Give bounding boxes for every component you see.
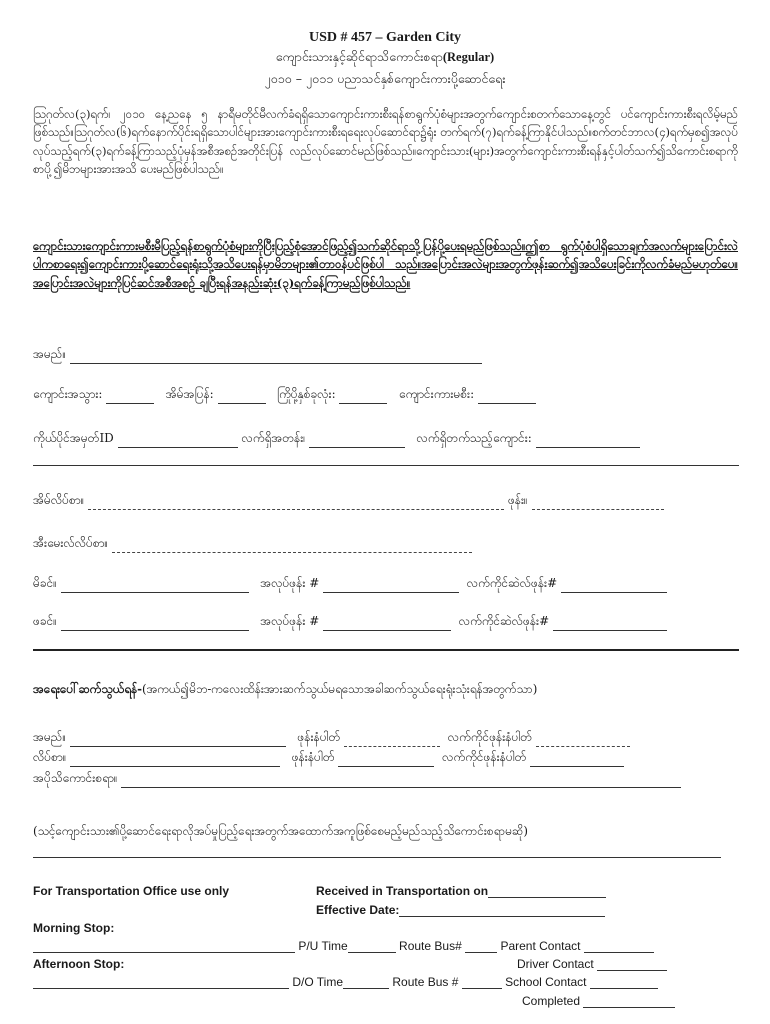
form-subtitle <box>0 49 770 68</box>
father-work-phone-label: အလုပ်ဖုန်း # <box>260 614 320 628</box>
morning-stop-row <box>33 939 654 953</box>
completed-row <box>522 994 675 1008</box>
to-school-label: ကျောင်းအသွား: <box>33 387 103 401</box>
section-divider-thick <box>33 649 739 651</box>
morning-stop-field[interactable] <box>33 940 295 953</box>
mother-work-phone-field[interactable] <box>323 580 459 593</box>
form-subtitle-en: (Regular) <box>442 50 495 64</box>
emergency-phone-field-2[interactable] <box>338 754 434 767</box>
emergency-note: (အကယ်၍မိဘ-ကလေးထိန်းအားဆက်သွယ်မရသောအခါဆက်သွယ်ရေးရုံးသုံးရန်အတွက်သာ) <box>142 682 538 696</box>
other-info-label: အပိုသိကောင်းစရာ။ <box>33 771 118 785</box>
emergency-phone-label: ဖုန်းနံပါတ် <box>297 730 341 744</box>
completed-field[interactable] <box>583 995 675 1008</box>
student-id-field[interactable] <box>118 435 238 448</box>
morning-stop-label: Morning Stop: <box>33 921 115 935</box>
home-phone-label: ဖုန်း။ <box>507 493 528 507</box>
student-name-field[interactable] <box>70 351 482 364</box>
notes-field[interactable] <box>33 857 721 858</box>
emergency-heading <box>33 681 537 699</box>
student-id-label: ကိုယ်ပိုင်အမှတ်ID <box>33 431 114 445</box>
mother-cell-label: လက်ကိုင်ဆဲလ်ဖုန်း# <box>466 576 558 590</box>
emergency-name-row <box>33 729 630 747</box>
to-school-field[interactable] <box>106 391 154 404</box>
received-row <box>316 884 606 898</box>
parent-contact-field[interactable] <box>584 940 654 953</box>
current-school-field[interactable] <box>536 435 640 448</box>
form-subtitle-mm: ကျောင်းသားနှင့်ဆိုင်ရာသိကောင်းစရာ <box>275 49 443 64</box>
school-contact-field[interactable] <box>590 976 658 989</box>
emergency-address-label: လိပ်စာ။ <box>33 750 67 764</box>
driver-contact-row <box>517 957 667 971</box>
form-title: USD # 457 – Garden City <box>308 30 462 45</box>
emergency-cell-field-2[interactable] <box>530 754 624 767</box>
emergency-address-field[interactable] <box>70 754 280 767</box>
emergency-name-field[interactable] <box>70 734 286 747</box>
received-label: Received in Transportation on <box>316 884 489 898</box>
father-label: ဖခင်။ <box>33 614 57 628</box>
to-home-label: အိမ်အပြန်: <box>165 387 214 401</box>
effective-field[interactable] <box>399 904 605 917</box>
emergency-phone-field[interactable] <box>344 734 440 747</box>
afternoon-stop-field[interactable] <box>33 976 289 989</box>
do-time-label: D/O Time <box>292 975 344 989</box>
home-address-label: အိမ်လိပ်စာ။ <box>33 493 85 507</box>
received-field[interactable] <box>488 885 606 898</box>
driver-contact-field[interactable] <box>597 958 667 971</box>
driver-contact-label: Driver Contact <box>517 957 594 971</box>
home-address-field[interactable] <box>88 497 504 510</box>
school-contact-label: School Contact <box>505 975 587 989</box>
afternoon-stop-row <box>33 975 658 989</box>
mother-label: မိခင်။ <box>33 576 57 590</box>
father-name-field[interactable] <box>61 618 249 631</box>
emergency-name-label: အမည်။ <box>33 730 67 744</box>
route-bus-label-2: Route Bus # <box>392 975 459 989</box>
school-year-line: ၂၀၁၀ – ၂၀၁၁ ပညာသင်နှစ်ကျောင်းကားပို့ဆောင်ရေး <box>264 71 506 86</box>
emergency-cell-label-2: လက်ကိုင်ဖုန်းနံပါတ် <box>442 750 527 764</box>
notes-prompt: (သင့်ကျောင်းသား၏ပို့ဆောင်ရေးရာလိုအပ်မှုပြည့်ရေးအတွက်အထောက်အကူဖြစ်စေမည့်မည်သည့်သိကောင်းစရာမဆို) <box>33 824 528 838</box>
father-cell-label: လက်ကိုင်ဆဲလ်ဖုန်း# <box>458 614 550 628</box>
route-bus-label-1: Route Bus# <box>399 939 462 953</box>
father-work-phone-field[interactable] <box>323 618 451 631</box>
route-bus-field-1[interactable] <box>465 940 497 953</box>
both-ways-label: ကြိုပို့နှစ်ခုလုံး: <box>277 387 336 401</box>
student-name-row <box>33 346 482 364</box>
mother-work-phone-label: အလုပ်ဖုန်း # <box>260 576 320 590</box>
email-row <box>33 535 472 553</box>
father-cell-field[interactable] <box>553 618 667 631</box>
notice-paragraph: ကျောင်းသားကျောင်းကားမစီးမီပြည့်ရန်စာရွက်ပုံစံများကိုပြီးပြည့်စုံအောင်ဖြည့်၍သက်ဆိုင်ရာသို့ပြန်ပို့ပေးရမည်ဖြစ်သည်။ဤစာ ရွက်ပုံစံပါရှိသောချက်အလက်များပြောင်းလဲပါကစာရေး၍ကျောင်းကားပို့ဆောင်ရေးရုံးသို့အသိပေးရန်မှာမိဘများ၏တာဝန်ပင်ဖြစ်ပါ သည်။အပြောင်းအလဲများအတွက်ဖုန်းဆက်၍အသိပေးခြင်းကိုလက်ခံမည်မဟုတ်ပေ။အပြောင်းအလဲများကိုပြင်ဆင်အစီအစဉ် ချပြီးရန်အနည်းဆုံး(၃)ရက်ခန့်ကြာမည်ဖြစ်ပါသည်။ <box>33 239 738 290</box>
intro-paragraph: ဩဂုတ်လ(၃)ရက်၊ ၂၀၁၀ နေ့ညနေ ၅ နာရီမတိုင်မီလက်ခံရရှိသောကျောင်းကားစီးရန်စာရွက်ပုံစံများအတွက်ကျောင်းစတက်သောနေ့တွင် ပင်ကျောင်းကားစီးရလိမ့်မည်ဖြစ်သည်။ဩဂုတ်လ(၆)ရက်နောက်ပိုင်းရရှိသောပါင်များအားကျောင်းကားစီးရရေးလုပ်ဆောင်ရာ၌ရုံး တက်ရက်(၇)ရက်ခန့်ကြာနိုင်ပါသည်။စက်တင်ဘာလ(၄)ရက်မှစ၍အလုပ်လုပ်သည့်ရက်(၃)ရက်ခန့်ကြာသည့်ပုံမှန်အစီအစဉ်အတိုင်းပြန် လည်လုပ်ဆောင်မည်ဖြစ်သည်။ကျောင်းသား(များ)အတွက်ကျောင်းကားစီးရန်နှင့်ပါတ်သက်၍သိကောင်းစရာကိုစာပို့၍မိဘများအားအသိ ပေးမည်ဖြစ်ပါသည်။ <box>33 107 738 177</box>
service-type-row <box>33 386 536 404</box>
grade-field[interactable] <box>309 435 405 448</box>
mother-name-field[interactable] <box>61 580 249 593</box>
grade-label: လက်ရှိအတန်း၊ <box>241 431 306 445</box>
emergency-cell-field[interactable] <box>536 734 630 747</box>
home-phone-field[interactable] <box>532 497 664 510</box>
father-row <box>33 613 667 631</box>
section-divider <box>33 465 739 466</box>
both-ways-field[interactable] <box>339 391 387 404</box>
student-name-label: အမည်။ <box>33 347 67 361</box>
mother-cell-field[interactable] <box>561 580 667 593</box>
emergency-title: အရေးပေါ်ဆက်သွယ်ရန်- <box>33 682 143 696</box>
office-use-only: For Transportation Office use only <box>33 884 230 898</box>
route-bus-field-2[interactable] <box>462 976 502 989</box>
afternoon-stop-label: Afternoon Stop: <box>33 957 125 971</box>
other-info-row <box>33 770 681 788</box>
emergency-phone-label-2: ဖုန်းနံပါတ် <box>291 750 335 764</box>
pu-time-label: P/U Time <box>298 939 348 953</box>
emergency-address-row <box>33 749 624 767</box>
id-grade-school-row <box>33 430 640 448</box>
email-label: အီးမေးလ်လိပ်စာ။ <box>33 536 109 550</box>
do-time-field[interactable] <box>343 976 389 989</box>
effective-label: Effective Date: <box>316 903 400 917</box>
email-field[interactable] <box>112 540 472 553</box>
other-info-field[interactable] <box>121 775 681 788</box>
completed-label: Completed <box>522 994 581 1008</box>
home-address-row <box>33 492 664 510</box>
no-bus-label: ကျောင်းကားမစီး: <box>398 387 475 401</box>
to-home-field[interactable] <box>218 391 266 404</box>
current-school-label: လက်ရှိတက်သည့်ကျောင်း: <box>416 431 532 445</box>
mother-row <box>33 575 667 593</box>
no-bus-field[interactable] <box>478 391 536 404</box>
parent-contact-label: Parent Contact <box>500 939 581 953</box>
emergency-cell-label: လက်ကိုင်ဖုန်းနံပါတ် <box>447 730 533 744</box>
pu-time-field[interactable] <box>348 940 396 953</box>
effective-row <box>316 903 605 917</box>
